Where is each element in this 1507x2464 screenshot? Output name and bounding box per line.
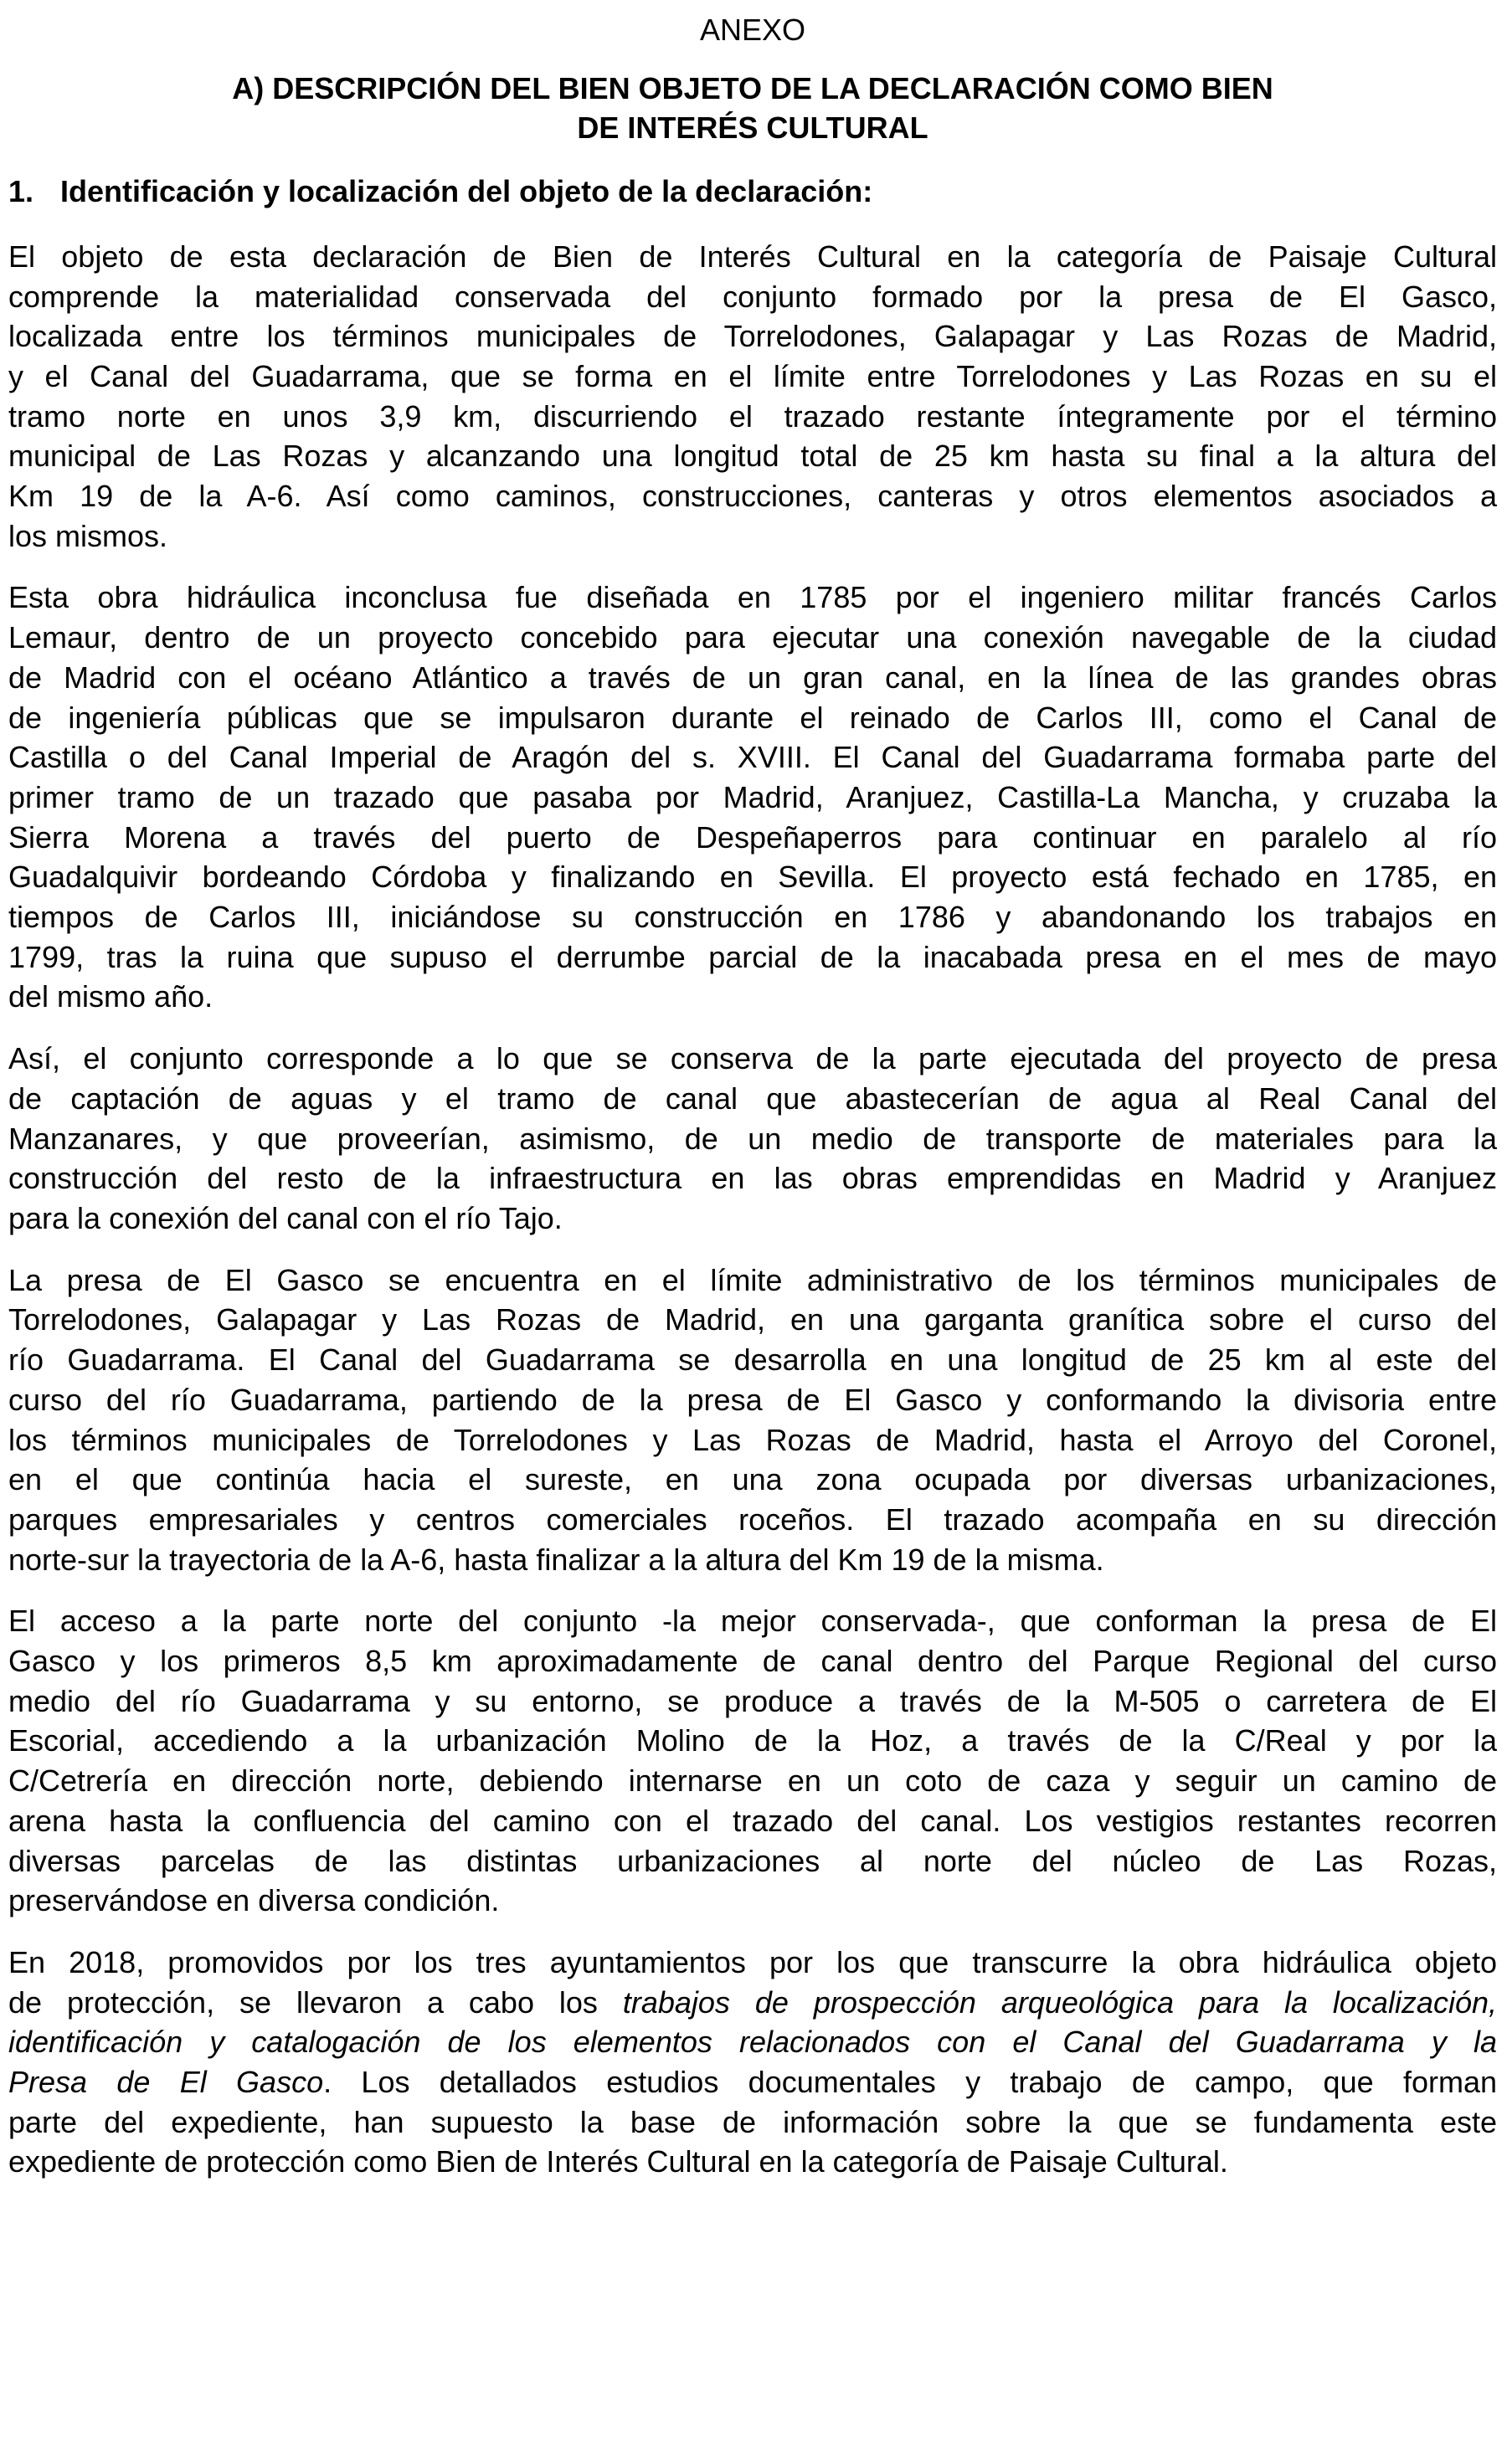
text-run: Guadalquivir bordeando Córdoba y finalizando en Sevilla. El proyecto está fechado en 1785, en	[8, 860, 1497, 895]
text-run: Esta obra hidráulica inconclusa fue diseñada en 1785 por el ingeniero militar francés Carlos	[8, 580, 1497, 615]
paragraph-line	[8, 397, 1497, 437]
text-run: localizada entre los términos municipales de Torrelodones, Galapagar y Las Rozas de Madrid,	[8, 319, 1497, 354]
paragraph-line	[8, 1601, 1497, 1641]
paragraph-line	[8, 237, 1497, 277]
paragraph-line	[8, 1943, 1497, 1983]
paragraph-line	[8, 1420, 1497, 1460]
paragraph-line	[8, 1721, 1497, 1761]
paragraph-line	[8, 698, 1497, 738]
paragraph-line	[8, 2142, 1497, 2182]
paragraph-line	[8, 737, 1497, 778]
paragraph-line	[8, 1881, 1497, 1921]
paragraph-line	[8, 977, 1497, 1017]
text-run: Escorial, accediendo a la urbanización Molino de la Hoz, a través de la C/Real y por la	[8, 1723, 1497, 1758]
paragraph-line	[8, 1641, 1497, 1681]
paragraph-line	[8, 2062, 1497, 2102]
paragraph-line	[8, 778, 1497, 818]
text-run: tramo norte en unos 3,9 km, discurriendo el trazado restante íntegramente por el término	[8, 398, 1497, 434]
text-run: Km 19 de la A-6. Así como caminos, construcciones, canteras y otros elementos asociados a	[8, 479, 1497, 514]
text-run: municipal de Las Rozas y alcanzando una longitud total de 25 km hasta su final a la altura del	[8, 439, 1497, 474]
paragraph-line	[8, 1761, 1497, 1801]
paragraph-line	[8, 516, 1497, 557]
paragraph-line	[8, 436, 1497, 476]
paragraph-line	[8, 316, 1497, 357]
paragraph-line	[8, 1540, 1497, 1580]
paragraph-line	[8, 1983, 1497, 2023]
document-heading	[8, 69, 1497, 148]
paragraph-line	[8, 277, 1497, 317]
text-run: primer tramo de un trazado que pasaba por Madrid, Aranjuez, Castilla-La Mancha, y cruzaba la	[8, 779, 1497, 814]
paragraph-line	[8, 1801, 1497, 1841]
text-run: arena hasta la confluencia del camino con el trazado del canal. Los vestigios restantes recorren	[8, 1803, 1497, 1838]
text-run: los mismos.	[8, 518, 168, 553]
paragraph-line	[8, 1500, 1497, 1540]
text-run: de Madrid con el océano Atlántico a través de un gran canal, en la línea de las grandes obras	[8, 660, 1497, 695]
paragraph-line	[8, 2102, 1497, 2143]
text-run: y el Canal del Guadarrama, que se forma en el límite entre Torrelodones y Las Rozas en su el	[8, 358, 1497, 393]
text-run: parques empresariales y centros comerciales roceños. El trazado acompaña en su dirección	[8, 1502, 1497, 1537]
annex-title: ANEXO	[699, 13, 806, 47]
paragraph-line	[8, 1380, 1497, 1420]
text-run: . Los detallados estudios documentales y trabajo de campo, que forman	[323, 2065, 1497, 2100]
text-run: El objeto de esta declaración de Bien de Interés Cultural en la categoría de Paisaje Cultural	[8, 239, 1497, 274]
text-run: de protección, se llevaron a cabo los	[8, 1984, 623, 2020]
paragraph-line	[8, 1119, 1497, 1159]
text-run: construcción del resto de la infraestructura en las obras emprendidas en Madrid y Aranjuez	[8, 1161, 1497, 1196]
text-run: parte del expediente, han supuesto la base de información sobre la que se fundamenta este	[8, 2104, 1497, 2139]
text-run: Manzanares, y que proveerían, asimismo, de un medio de transporte de materiales para la	[8, 1121, 1497, 1156]
paragraph	[8, 1260, 1497, 1580]
document-body	[8, 237, 1497, 2182]
paragraph-line	[8, 1460, 1497, 1500]
section-title: Identificación y localización del objeto de la declaración:	[60, 174, 873, 209]
italic-text-run: identificación y catalogación de los elementos relacionados con el Canal del Guadarrama y la	[8, 2025, 1497, 2060]
paragraph-line	[8, 2022, 1497, 2062]
text-run: del mismo año.	[8, 979, 213, 1014]
paragraph-line	[8, 818, 1497, 858]
text-run: en el que continúa hacia el sureste, en una zona ocupada por diversas urbanizaciones,	[8, 1462, 1497, 1497]
paragraph-line	[8, 897, 1497, 937]
paragraph-line	[8, 1340, 1497, 1380]
document-heading-line-2: DE INTERÉS CULTURAL	[577, 110, 928, 146]
paragraph-line	[8, 1681, 1497, 1722]
text-run: Gasco y los primeros 8,5 km aproximadamente de canal dentro del Parque Regional del curso	[8, 1644, 1497, 1679]
paragraph	[8, 237, 1497, 557]
text-run: preservándose en diversa condición.	[8, 1883, 500, 1918]
paragraph	[8, 1039, 1497, 1239]
text-run: Lemaur, dentro de un proyecto concebido para ejecutar una conexión navegable de la ciudad	[8, 620, 1497, 655]
text-run: medio del río Guadarrama y su entorno, se produce a través de la M-505 o carretera de El	[8, 1683, 1497, 1718]
text-run: comprende la materialidad conservada del conjunto formado por la presa de El Gasco,	[8, 279, 1497, 314]
section-heading	[8, 172, 1497, 212]
text-run: tiempos de Carlos III, iniciándose su construcción en 1786 y abandonando los trabajos en	[8, 900, 1497, 935]
paragraph	[8, 578, 1497, 1017]
text-run: C/Cetrería en dirección norte, debiendo internarse en un coto de caza y seguir un camino de	[8, 1763, 1497, 1799]
text-run: Así, el conjunto corresponde a lo que se conserva de la parte ejecutada del proyecto de presa	[8, 1041, 1497, 1076]
paragraph-line	[8, 357, 1497, 397]
paragraph-line	[8, 1158, 1497, 1199]
text-run: río Guadarrama. El Canal del Guadarrama se desarrolla en una longitud de 25 km al este del	[8, 1342, 1497, 1378]
paragraph-line	[8, 618, 1497, 658]
text-run: los términos municipales de Torrelodones y Las Rozas de Madrid, hasta el Arroyo del Coronel,	[8, 1422, 1497, 1457]
paragraph-line	[8, 937, 1497, 978]
text-run: El acceso a la parte norte del conjunto -la mejor conservada-, que conforman la presa de El	[8, 1604, 1497, 1639]
paragraph-line	[8, 1841, 1497, 1881]
paragraph	[8, 1943, 1497, 2182]
paragraph-line	[8, 1300, 1497, 1340]
text-run: Castilla o del Canal Imperial de Aragón del s. XVIII. El Canal del Guadarrama formaba parte del	[8, 740, 1497, 775]
paragraph-line	[8, 1260, 1497, 1301]
text-run: expediente de protección como Bien de Interés Cultural en la categoría de Paisaje Cultural.	[8, 2144, 1228, 2179]
paragraph-line	[8, 578, 1497, 618]
document-heading-line-1: A) DESCRIPCIÓN DEL BIEN OBJETO DE LA DECLARACIÓN COMO BIEN	[232, 70, 1273, 105]
text-run: La presa de El Gasco se encuentra en el límite administrativo de los términos municipales de	[8, 1262, 1497, 1297]
text-run: Torrelodones, Galapagar y Las Rozas de Madrid, en una garganta granítica sobre el curso del	[8, 1302, 1497, 1337]
text-run: norte-sur la trayectoria de la A-6, hasta finalizar a la altura del Km 19 de la misma.	[8, 1542, 1104, 1577]
paragraph	[8, 1601, 1497, 1921]
text-run: 1799, tras la ruina que supuso el derrumbe parcial de la inacabada presa en el mes de mayo	[8, 939, 1497, 974]
text-run: diversas parcelas de las distintas urbanizaciones al norte del núcleo de Las Rozas,	[8, 1843, 1497, 1878]
text-run: de ingeniería públicas que se impulsaron durante el reinado de Carlos III, como el Canal de	[8, 700, 1497, 735]
text-run: En 2018, promovidos por los tres ayuntamientos por los que transcurre la obra hidráulica objeto	[8, 1944, 1497, 1979]
text-run: Sierra Morena a través del puerto de Despeñaperros para continuar en paralelo al río	[8, 819, 1497, 855]
italic-text-run: trabajos de prospección arqueológica para la localización,	[622, 1984, 1498, 2020]
paragraph-line	[8, 1199, 1497, 1239]
paragraph-line	[8, 1079, 1497, 1119]
paragraph-line	[8, 476, 1497, 516]
text-run: curso del río Guadarrama, partiendo de la presa de El Gasco y conformando la divisoria entre	[8, 1382, 1497, 1417]
section-number: 1.	[8, 174, 34, 209]
text-run: para la conexión del canal con el río Tajo.	[8, 1200, 563, 1235]
text-run: de captación de aguas y el tramo de canal que abastecerían de agua al Real Canal del	[8, 1081, 1497, 1116]
paragraph-line	[8, 857, 1497, 897]
paragraph-line	[8, 658, 1497, 698]
paragraph-line	[8, 1039, 1497, 1079]
italic-text-run: Presa de El Gasco	[8, 2065, 324, 2100]
